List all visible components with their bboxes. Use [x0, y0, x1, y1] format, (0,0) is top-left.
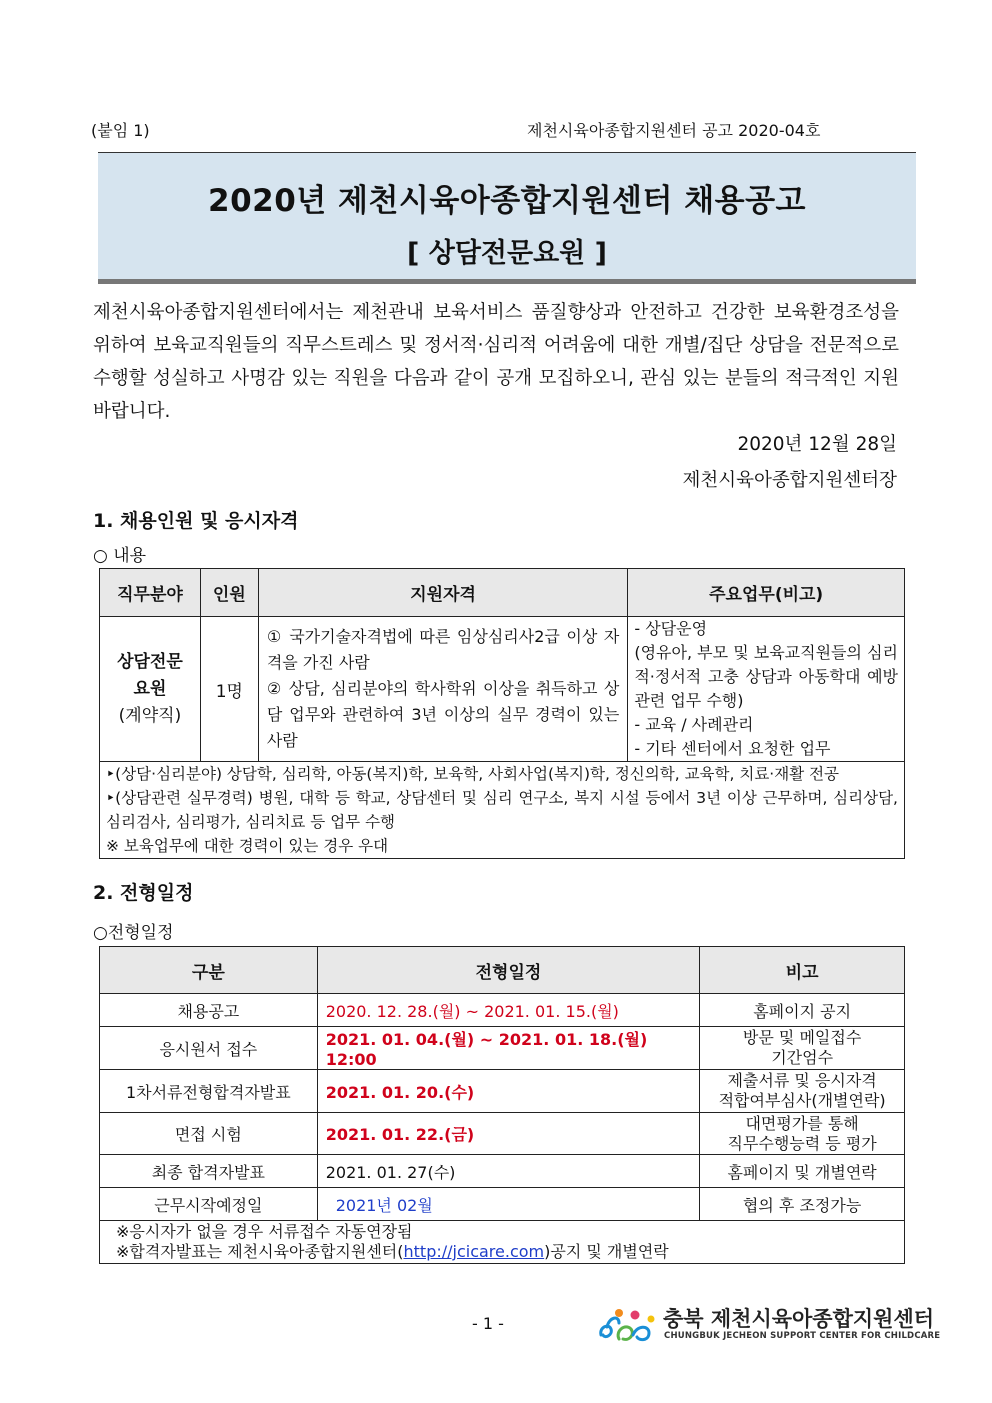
- recruitment-table: [99, 568, 905, 859]
- footnote-row: [100, 1221, 905, 1264]
- duties-cell: [628, 617, 905, 762]
- job-field-cell: [100, 617, 201, 762]
- remark-line1: 방문 및 메일접수: [742, 1028, 862, 1047]
- row-label: 1차서류전형합격자발표: [100, 1070, 318, 1113]
- center-logo: [597, 1303, 941, 1348]
- signer: 제천시육아종합지원센터장: [682, 470, 897, 491]
- table-row: [100, 617, 905, 762]
- headcount-cell: 1명: [200, 617, 258, 762]
- col-header-duties: 주요업무(비고): [628, 569, 905, 617]
- notes-row: [100, 762, 905, 859]
- duty-3: - 교육 / 사례관리: [634, 715, 754, 734]
- notes-cell: [100, 762, 905, 859]
- note-experience: ‣(상담관련 실무경력) 병원, 대학 등 학교, 상담센터 및 심리 연구소, 복지 시설 등에서 3년 이상 근무하며, 심리상담, 심리검사, 심리평가, 심리치료 등 업무 수행: [106, 789, 898, 831]
- title-banner: [98, 152, 916, 284]
- col-header-field: 직무분야: [100, 569, 201, 617]
- remark-line2: 적합여부심사(개별연락): [718, 1091, 886, 1110]
- row-label: 최종 합격자발표: [100, 1155, 318, 1188]
- remark-line1: 제출서류 및 응시자격: [727, 1071, 877, 1090]
- table-header-row: [100, 569, 905, 617]
- remark-line1: 대면평가를 통해: [745, 1113, 859, 1133]
- section-1-subheading: ○ 내용: [93, 546, 147, 566]
- row-label: 채용공고: [100, 994, 318, 1027]
- duty-2: (영유아, 부모 및 보육교직원들의 심리적·정서적 고충 상담과 아동학대 예방 관련 업무 수행): [634, 643, 898, 710]
- row-remark: [700, 1113, 905, 1155]
- row-label: 근무시작예정일: [100, 1188, 318, 1221]
- row-remark: 홈페이지 및 개별연락: [700, 1155, 905, 1188]
- notice-number: 제천시육아종합지원센터 공고 2020-04호: [527, 121, 821, 140]
- row-schedule: 2021. 01. 20.(수): [317, 1070, 700, 1113]
- table-row: [100, 1188, 905, 1221]
- table-header-row: [100, 947, 905, 994]
- website-link[interactable]: http://jcicare.com: [403, 1242, 545, 1261]
- center-logo-icon: [597, 1305, 659, 1345]
- intro-paragraph: 제천시육아종합지원센터에서는 제천관내 보육서비스 품질향상과 안전하고 건강한 보육환경조성을 위하여 보육교직원들의 직무스트레스 및 정서적·심리적 어려움에 대한 개별/집단 상담을 전문적으로 수행할 성실하고 사명감 있는 직원을 다음과 같이 공개 모집하오니, 관심 있는 분들의 적극적인 지원 바랍니다.: [93, 302, 899, 422]
- job-field-line1: 상담전문: [117, 651, 183, 672]
- footnote-text-pre: ※합격자발표는 제천시육아종합지원센터(: [116, 1242, 404, 1261]
- attachment-label: (붙임 1): [91, 121, 150, 140]
- qualification-cell: [258, 617, 628, 762]
- job-field-note: (계약직): [118, 705, 182, 726]
- row-remark: 협의 후 조정가능: [700, 1188, 905, 1221]
- remark-line2: 기간엄수: [771, 1048, 834, 1067]
- note-major: ‣(상담·심리분야) 상담학, 심리학, 아동(복지)학, 보육학, 사회사업(복지)학, 정신의학, 교육학, 치료·재활 전공: [106, 765, 840, 783]
- schedule-table: [99, 946, 905, 1264]
- row-remark: 홈페이지 공지: [700, 994, 905, 1027]
- row-schedule: 2020. 12. 28.(월) ~ 2021. 01. 15.(월): [317, 994, 700, 1027]
- logo-title: 충북 제천시육아종합지원센터: [663, 1307, 935, 1331]
- footnote-text-post: )공지 및 개별연락: [544, 1242, 669, 1261]
- qualification-2: ② 상담, 심리분야의 학사학위 이상을 취득하고 상담 업무와 관련하여 3년 이상의 실무 경력이 있는 사람: [266, 679, 620, 750]
- row-label: 면접 시험: [100, 1113, 318, 1155]
- footnote-announcement: [116, 1242, 888, 1262]
- col-header-category: 구분: [100, 947, 318, 994]
- page-number: - 1 -: [472, 1314, 504, 1333]
- section-2-subheading: ○전형일정: [93, 923, 174, 943]
- table-row: [100, 1027, 905, 1070]
- row-remark: [700, 1070, 905, 1113]
- duty-4: - 기타 센터에서 요청한 업무: [634, 739, 831, 758]
- col-header-remark: 비고: [700, 947, 905, 994]
- remark-line2: 직무수행능력 등 평가: [727, 1133, 877, 1153]
- row-schedule: 2021년 02월: [317, 1188, 700, 1221]
- footnote-auto-extend: ※응시자가 없을 경우 서류접수 자동연장됨: [116, 1222, 413, 1241]
- row-label: 응시원서 접수: [100, 1027, 318, 1070]
- footnote-cell: [100, 1221, 905, 1264]
- row-remark: [700, 1027, 905, 1070]
- col-header-count: 인원: [200, 569, 258, 617]
- row-schedule: 2021. 01. 22.(금): [317, 1113, 700, 1155]
- col-header-schedule: 전형일정: [317, 947, 700, 994]
- table-row: [100, 1070, 905, 1113]
- duty-1: - 상담운영: [634, 619, 708, 638]
- row-schedule: 2021. 01. 04.(월) ~ 2021. 01. 18.(월) 12:00: [317, 1027, 700, 1070]
- job-field-line2: 요원: [133, 678, 167, 699]
- table-row: [100, 1155, 905, 1188]
- logo-subtitle: CHUNGBUK JECHEON SUPPORT CENTER FOR CHILDCARE: [664, 1331, 941, 1341]
- table-row: [100, 994, 905, 1027]
- note-preference: ※ 보육업무에 대한 경력이 있는 경우 우대: [106, 837, 389, 855]
- section-2-heading: 2. 전형일정: [93, 882, 194, 904]
- row-schedule: 2021. 01. 27(수): [317, 1155, 700, 1188]
- page-subtitle: [ 상담전문요원 ]: [407, 238, 607, 269]
- page-title: 2020년 제천시육아종합지원센터 채용공고: [208, 183, 806, 219]
- section-1-heading: 1. 채용인원 및 응시자격: [93, 510, 299, 532]
- notice-date: 2020년 12월 28일: [737, 434, 897, 455]
- qualification-1: ① 국가기술자격법에 따른 임상심리사2급 이상 자격을 가진 사람: [266, 627, 620, 672]
- table-row: [100, 1113, 905, 1155]
- col-header-qualification: 지원자격: [258, 569, 628, 617]
